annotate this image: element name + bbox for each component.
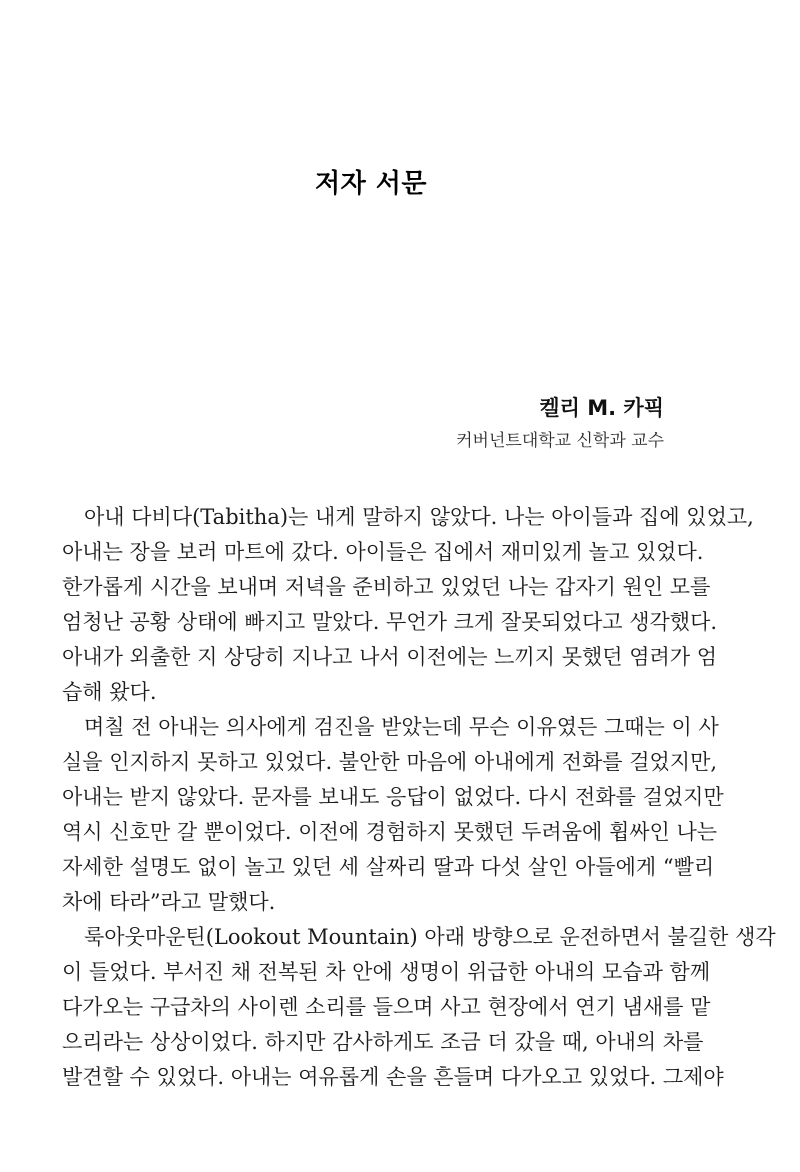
body-line: 엄청난 공황 상태에 빠지고 말았다. 무언가 크게 잘못되었다고 생각했다. (62, 610, 718, 634)
body-line: 자세한 설명도 없이 놀고 있던 세 살짜리 딸과 다섯 살인 아들에게 “빨리 (62, 855, 715, 879)
body-line: 아내가 외출한 지 상당히 지나고 나서 이전에는 느끼지 못했던 염려가 엄 (62, 645, 718, 669)
body-line: 역시 신호만 갈 뿐이었다. 이전에 경험하지 못했던 두려움에 휩싸인 나는 (62, 820, 718, 844)
paragraph (62, 710, 724, 920)
body-line: 습해 왔다. (62, 680, 157, 704)
author-block (62, 395, 664, 452)
body-line: 발견할 수 있었다. 아내는 여유롭게 손을 흔들며 다가오고 있었다. 그제야 (62, 1065, 724, 1089)
body-line: 아내 다비다(Tabitha)는 내게 말하지 않았다. 나는 아이들과 집에 있었고, (84, 505, 754, 529)
page-title: 저자 서문 (314, 169, 428, 200)
body-line: 룩아웃마운틴(Lookout Mountain) 아래 방향으로 운전하면서 불길한 생각 (84, 925, 776, 949)
body-line: 아내는 장을 보러 마트에 갔다. 아이들은 집에서 재미있게 놀고 있었다. (62, 540, 704, 564)
body-line: 실을 인지하지 못하고 있었다. 불안한 마음에 아내에게 전화를 걸었지만, (62, 750, 718, 774)
paragraph (62, 500, 754, 710)
body-line: 며칠 전 아내는 의사에게 검진을 받았는데 무슨 이유였든 그때는 이 사 (84, 715, 719, 739)
body-line: 차에 타라”라고 말했다. (62, 890, 276, 914)
author-affiliation: 커버넌트대학교 신학과 교수 (456, 431, 664, 451)
body-line: 이 들었다. 부서진 채 전복된 차 안에 생명이 위급한 아내의 모습과 함께 (62, 960, 711, 984)
paragraph (62, 920, 776, 1095)
body-line: 한가롭게 시간을 보내며 저녁을 준비하고 있었던 나는 갑자기 원인 모를 (62, 575, 711, 599)
body-line: 다가오는 구급차의 사이렌 소리를 들으며 사고 현장에서 연기 냄새를 맡 (62, 995, 711, 1019)
body-line: 아내는 받지 않았다. 문자를 보내도 응답이 없었다. 다시 전화를 걸었지만 (62, 785, 724, 809)
body-text (62, 500, 776, 1095)
author-name: 켈리 M. 카픽 (539, 396, 664, 420)
body-line: 으리라는 상상이었다. 하지만 감사하게도 조금 더 갔을 때, 아내의 차를 (62, 1030, 704, 1054)
